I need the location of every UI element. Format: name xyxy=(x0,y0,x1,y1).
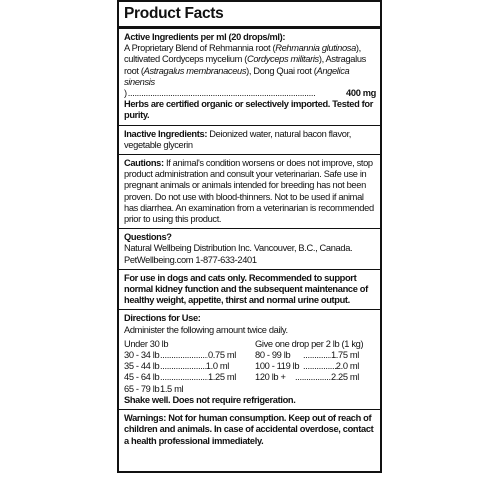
latin-name: Rehmannia glutinosa xyxy=(275,43,356,54)
warnings-section xyxy=(124,413,376,447)
divider xyxy=(119,309,380,310)
use-statement: For use in dogs and cats only. Recommended to support normal kidney function and the subsequent maintenance of healthy weight, appetite, thirst and normal urine output. xyxy=(124,272,368,306)
divider xyxy=(119,409,380,410)
active-amount: 400 mg xyxy=(346,88,376,99)
latin-name: Cordyceps militaris xyxy=(246,54,319,65)
under-30-label: Under 30 lb xyxy=(124,338,169,349)
divider xyxy=(119,228,380,229)
directions-intro: Administer the following amount twice daily. xyxy=(124,324,288,335)
dot-leader xyxy=(303,361,336,372)
dosage-table xyxy=(124,339,376,395)
dosage-row xyxy=(124,372,252,383)
divider xyxy=(119,269,380,270)
dosage-row xyxy=(124,361,252,372)
dosage-row xyxy=(255,372,377,383)
certified-statement: Herbs are certified organic or selectively imported. Tested for purity. xyxy=(124,99,374,121)
drop-rule: Give one drop per 2 lb (1 kg) xyxy=(255,338,364,349)
dot-leader xyxy=(303,350,331,361)
dosage-amount: 2.25 ml xyxy=(330,372,359,383)
cautions-section xyxy=(124,158,376,225)
dosage-weight: 100 - 119 lb xyxy=(255,361,300,372)
dosage-row xyxy=(255,350,377,361)
ingredient-text: A Proprietary Blend of Rehmannia root ( xyxy=(124,43,276,54)
ingredient-text: ), Dong Quai root ( xyxy=(246,65,317,76)
company-address: Natural Wellbeing Distribution Inc. Vancouver, B.C., Canada. xyxy=(124,243,353,254)
dot-leader xyxy=(295,372,331,383)
contact-info: PetWellbeing.com 1-877-633-2401 xyxy=(124,254,257,265)
warnings-label: Warnings: xyxy=(124,413,166,424)
dosage-weight: 30 - 34 lb xyxy=(124,350,160,361)
dosage-weight: 80 - 99 lb xyxy=(255,350,291,361)
divider xyxy=(119,154,380,155)
title-divider xyxy=(119,26,380,29)
inactive-text: Deionized water, natural bacon flavor, vegetable glycerin xyxy=(124,128,352,150)
dosage-amount: 1.25 ml xyxy=(207,372,236,383)
active-ingredients-heading: Active Ingredients per ml (20 drops/ml): xyxy=(124,32,286,42)
dosage-weight: 120 lb + xyxy=(255,372,286,383)
dosage-amount: 0.75 ml xyxy=(207,350,236,361)
product-facts-panel xyxy=(117,0,382,473)
dot-leader xyxy=(160,372,208,383)
dot-leader xyxy=(160,350,208,361)
latin-name: Angelica sinensis xyxy=(124,65,350,87)
dot-leader xyxy=(160,361,206,372)
warnings-text: Not for human consumption. Keep out of reach of children and animals. In case of accidental overdose, contact a health professional immediately. xyxy=(124,413,374,446)
active-ingredients-amount-row xyxy=(124,88,376,99)
inactive-ingredients-section xyxy=(124,129,376,151)
inactive-label: Inactive Ingredients: xyxy=(124,128,208,139)
cautions-label: Cautions: xyxy=(124,158,164,169)
storage-note: Shake well. Does not require refrigeration. xyxy=(124,394,296,405)
ingredient-text: ), cultivated Cordyceps mycelium ( xyxy=(124,43,361,65)
dosage-left-column xyxy=(124,350,252,395)
questions-section xyxy=(124,232,376,266)
divider xyxy=(119,125,380,126)
ingredient-text: ), Astragalus root ( xyxy=(124,54,366,76)
dosage-weight: 35 - 44 lb xyxy=(124,361,160,372)
dot-leader xyxy=(128,88,345,99)
cautions-text: If animal's condition worsens or does not improve, stop product administration and consult your veterinarian. Safe use in pregnant animals or animals intended for breeding has not been proven. Do not use with blood-thinners. Not to be used if animal has diarrhea. An examination from a veterinarian is recommended prior to using this product. xyxy=(124,158,374,225)
directions-section xyxy=(124,313,376,406)
dosage-row xyxy=(124,350,252,361)
dosage-amount: 1.0 ml xyxy=(205,361,229,372)
ingredient-text-end: ) xyxy=(124,88,127,99)
active-ingredients-section xyxy=(124,32,376,122)
questions-label: Questions? xyxy=(124,232,172,243)
latin-name: Astragalus membranaceus xyxy=(143,65,247,76)
dosage-amount: 1.75 ml xyxy=(330,350,359,361)
dosage-row xyxy=(124,384,252,395)
directions-label: Directions for Use: xyxy=(124,313,201,324)
active-ingredients-list xyxy=(124,43,376,88)
dosage-amount: 2.0 ml xyxy=(335,361,359,372)
dosage-right-column xyxy=(255,350,377,395)
dosage-amount: 1.5 ml xyxy=(160,383,184,394)
dosage-weight: 65 - 79 lb xyxy=(124,383,160,394)
dosage-weight: 45 - 64 lb xyxy=(124,372,160,383)
dosage-row xyxy=(255,361,377,372)
product-facts-title: Product Facts xyxy=(124,5,224,22)
